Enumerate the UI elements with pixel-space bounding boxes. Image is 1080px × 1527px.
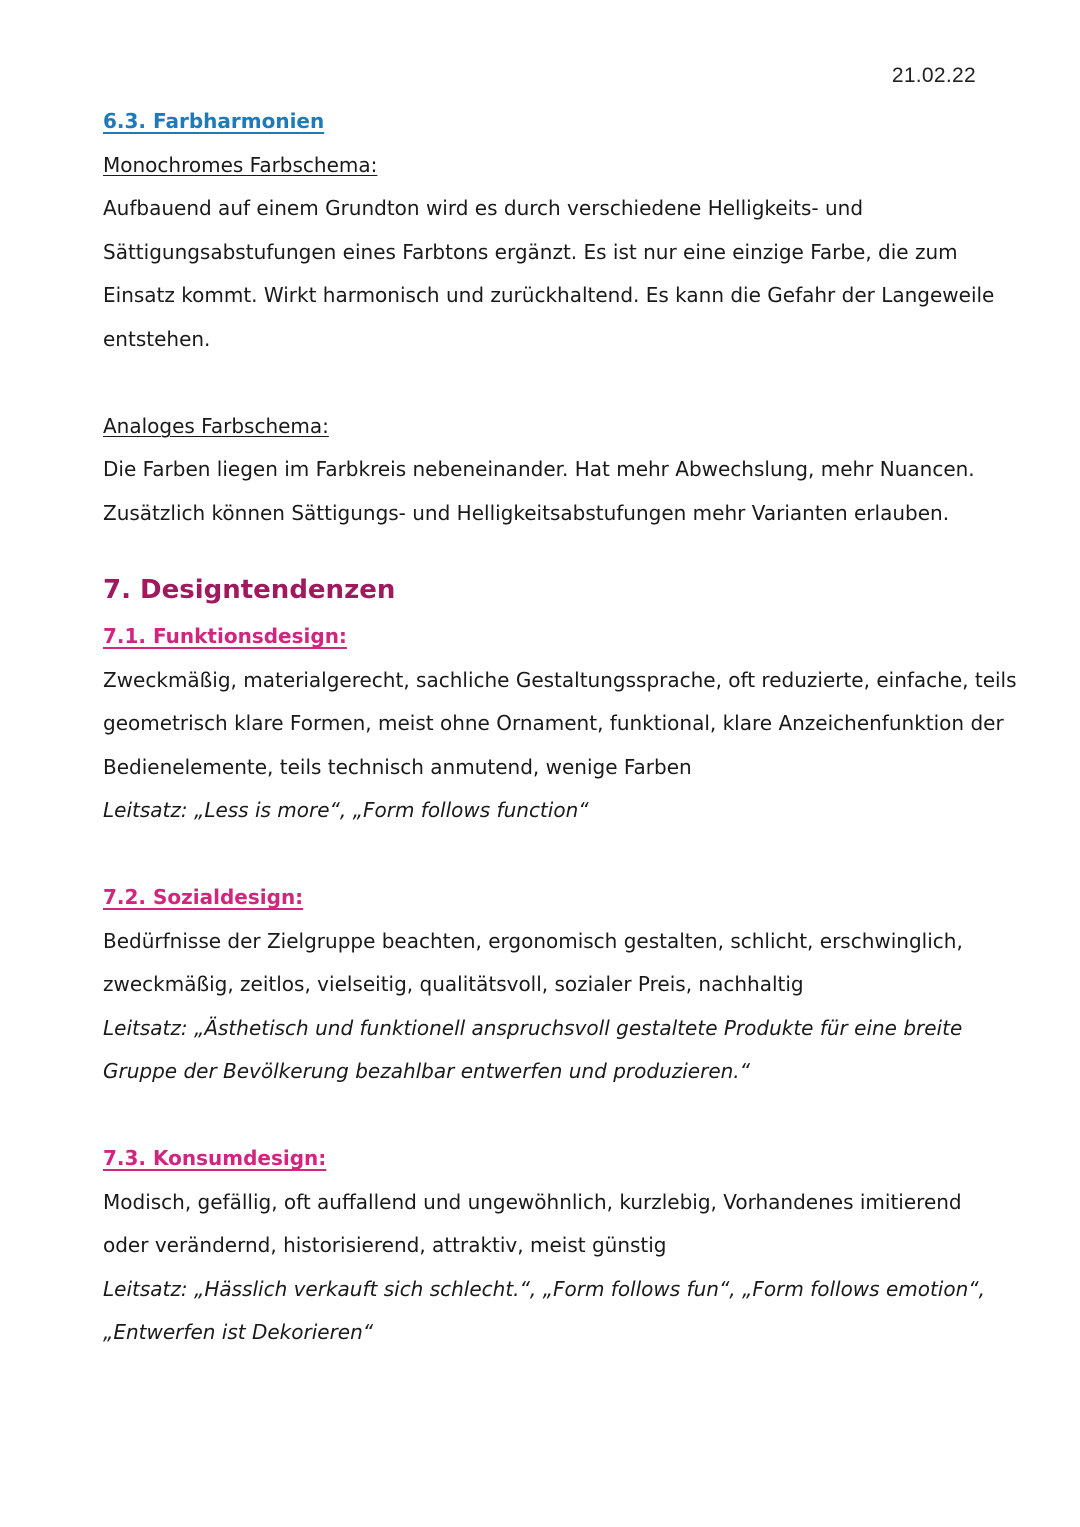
date: 21.02.22 — [891, 64, 976, 87]
paragraph-line: oder verändernd, historisierend, attraktiv, meist günstig — [103, 1233, 667, 1257]
motto-line: Leitsatz: „Ästhetisch und funktionell anspruchsvoll gestaltete Produkte für eine breite — [103, 1015, 963, 1040]
section-7-heading: 7. Designtendenzen — [103, 575, 396, 605]
monochrome-heading: Monochromes Farbschema: — [103, 152, 378, 177]
paragraph-line: zweckmäßig, zeitlos, vielseitig, qualitätsvoll, sozialer Preis, nachhaltig — [103, 972, 804, 996]
paragraph-line: Sättigungsabstufungen eines Farbtons ergänzt. Es ist nur eine einzige Farbe, die zum — [103, 239, 958, 264]
paragraph-line: Bedürfnisse der Zielgruppe beachten, ergonomisch gestalten, schlicht, erschwinglich, — [103, 928, 963, 953]
section-7-2-heading: 7.2. Sozialdesign: — [103, 885, 304, 909]
motto-line: „Entwerfen ist Dekorieren“ — [103, 1320, 374, 1344]
paragraph-line: entstehen. — [103, 326, 211, 351]
paragraph-line: Modisch, gefällig, oft auffallend und ungewöhnlich, kurzlebig, Vorhandenes imitierend — [103, 1189, 962, 1214]
section-7-3-heading: 7.3. Konsumdesign: — [103, 1146, 327, 1170]
paragraph-line: Die Farben liegen im Farbkreis nebeneinander. Hat mehr Abwechslung, mehr Nuancen. — [103, 457, 975, 481]
paragraph-line: Zusätzlich können Sättigungs- und Helligkeitsabstufungen mehr Varianten erlauben. — [103, 500, 950, 525]
analog-heading: Analoges Farbschema: — [103, 413, 329, 438]
section-7-1-heading: 7.1. Funktionsdesign: — [103, 624, 347, 648]
paragraph-line: Aufbauend auf einem Grundton wird es durch verschiedene Helligkeits- und — [103, 196, 864, 220]
paragraph-line: Einsatz kommt. Wirkt harmonisch und zurückhaltend. Es kann die Gefahr der Langeweile — [103, 283, 995, 307]
paragraph-line: Zweckmäßig, materialgerecht, sachliche Gestaltungssprache, oft reduzierte, einfache, teils — [103, 667, 1017, 692]
paragraph-line: geometrisch klare Formen, meist ohne Ornament, funktional, klare Anzeichenfunktion der — [103, 711, 1004, 735]
paragraph-line: Bedienelemente, teils technisch anmutend, wenige Farben — [103, 754, 692, 779]
motto-line: Gruppe der Bevölkerung bezahlbar entwerfen und produzieren.“ — [103, 1059, 751, 1083]
document-body — [103, 100, 1017, 1355]
motto-line: Leitsatz: „Hässlich verkauft sich schlecht.“, „Form follows fun“, „Form follows emotion“, — [103, 1276, 985, 1301]
section-6-3-heading: 6.3. Farbharmonien — [103, 109, 325, 133]
motto-line: Leitsatz: „Less is more“, „Form follows function“ — [103, 798, 589, 822]
